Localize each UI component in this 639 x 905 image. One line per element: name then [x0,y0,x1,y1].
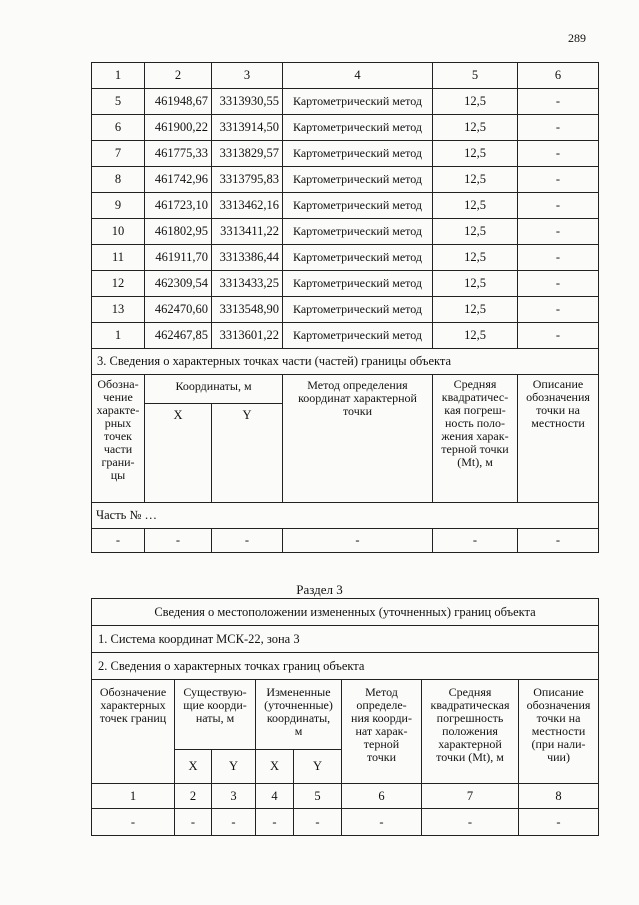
description-cell: - [518,141,599,167]
point-number-cell: 7 [92,141,145,167]
section-3-title: 3. Сведения о характерных точках части (частей) границы объекта [92,349,599,375]
coord-y-cell: 3313386,44 [212,245,283,271]
col-num-6: 6 [342,784,422,809]
coord-x-cell: 462309,54 [145,271,212,297]
col-y2-header: Y [294,750,342,784]
col-num-5: 5 [294,784,342,809]
mt-value-cell: 12,5 [433,115,518,141]
coord-y-cell: 3313411,22 [212,219,283,245]
dash-cell: - [92,529,145,553]
coord-x-cell: 461742,96 [145,167,212,193]
col-existing-coords-header: Существую- щие коорди- наты, м [175,680,256,750]
mt-value-cell: 12,5 [433,141,518,167]
coord-x-cell: 461723,10 [145,193,212,219]
col-num-5: 5 [433,63,518,89]
coord-y-cell: 3313548,90 [212,297,283,323]
col-num-8: 8 [519,784,599,809]
col-y-header: Y [212,403,283,502]
empty-part-row [92,529,599,553]
points-info-line: 2. Сведения о характерных точках границ объекта [92,653,599,680]
col-num-2: 2 [145,63,212,89]
mt-value-cell: 12,5 [433,167,518,193]
mt-value-cell: 12,5 [433,323,518,349]
description-cell: - [518,193,599,219]
method-cell: Картометрический метод [283,297,433,323]
mt-value-cell: 12,5 [433,245,518,271]
col-designation-header: Обозначение характерных точек границ [92,680,175,784]
boundary-points-table [91,62,599,553]
column-number-row [92,784,599,809]
coord-x-cell: 461948,67 [145,89,212,115]
empty-row [92,809,599,836]
coord-y-cell: 3313462,16 [212,193,283,219]
point-number-cell: 9 [92,193,145,219]
method-cell: Картометрический метод [283,89,433,115]
col-num-3: 3 [212,784,256,809]
col-changed-coords-header: Измененные (уточненные) координаты, м [256,680,342,750]
col-num-4: 4 [283,63,433,89]
col-designation-header: Обозна- чение характе- рных точек части грани- цы [92,375,145,503]
mt-value-cell: 12,5 [433,271,518,297]
table-row [92,193,599,219]
dash-cell: - [283,529,433,553]
dash-cell: - [92,809,175,836]
section-heading: Раздел 3 [296,582,343,597]
mt-value-cell: 12,5 [433,193,518,219]
col-x-header: X [145,403,212,502]
coord-x-cell: 462467,85 [145,323,212,349]
table-row [92,323,599,349]
table-row [92,89,599,115]
coord-y-cell: 3313829,57 [212,141,283,167]
table-title: Сведения о местоположении измененных (уточненных) границ объекта [92,599,599,626]
dash-cell: - [145,529,212,553]
dash-cell: - [212,809,256,836]
table-row [92,219,599,245]
dash-cell: - [256,809,294,836]
col-method-header: Метод определения координат характерной точки [283,375,433,503]
mt-value-cell: 12,5 [433,297,518,323]
coord-x-cell: 461900,22 [145,115,212,141]
col-x1-header: X [175,750,212,784]
col-num-1: 1 [92,63,145,89]
table-row [92,167,599,193]
description-cell: - [518,245,599,271]
point-number-cell: 1 [92,323,145,349]
mt-value-cell: 12,5 [433,89,518,115]
changed-boundaries-table [91,598,599,836]
coord-y-cell: 3313930,55 [212,89,283,115]
method-cell: Картометрический метод [283,271,433,297]
col-description-header: Описание обозначения точки на местности [518,375,599,503]
table-row [92,115,599,141]
description-cell: - [518,219,599,245]
coord-y-cell: 3313601,22 [212,323,283,349]
point-rows [92,89,599,349]
description-cell: - [518,323,599,349]
description-cell: - [518,167,599,193]
coord-x-cell: 462470,60 [145,297,212,323]
method-cell: Картометрический метод [283,167,433,193]
table-row [92,297,599,323]
coord-y-cell: 3313914,50 [212,115,283,141]
dash-cell: - [294,809,342,836]
coord-x-cell: 461911,70 [145,245,212,271]
col-description-header: Описание обозначения точки на местности (при нали- чии) [519,680,599,784]
dash-cell: - [212,529,283,553]
col-num-1: 1 [92,784,175,809]
coord-y-cell: 3313433,25 [212,271,283,297]
dash-cell: - [518,529,599,553]
table-row [92,271,599,297]
col-y1-header: Y [212,750,256,784]
part-number-label: Часть № … [92,503,599,529]
method-cell: Картометрический метод [283,245,433,271]
col-mt-header: Средняя квадратическая погрешность положения характерной точки (Mt), м [422,680,519,784]
col-method-header: Метод определе- ния коорди- нат харак- терной точки [342,680,422,784]
col-coordinates-header: Координаты, м [145,375,283,404]
coord-y-cell: 3313795,83 [212,167,283,193]
dash-cell: - [519,809,599,836]
col-num-2: 2 [175,784,212,809]
point-number-cell: 13 [92,297,145,323]
mt-value-cell: 12,5 [433,219,518,245]
description-cell: - [518,271,599,297]
method-cell: Картометрический метод [283,219,433,245]
col-num-7: 7 [422,784,519,809]
col-mt-header: Средняя квадратичес- кая погреш- ность поло- жения харак- терной точки (Mt), м [433,375,518,503]
column-number-row [92,63,599,89]
table-row [92,141,599,167]
method-cell: Картометрический метод [283,141,433,167]
col-num-4: 4 [256,784,294,809]
coord-x-cell: 461775,33 [145,141,212,167]
dash-cell: - [433,529,518,553]
point-number-cell: 10 [92,219,145,245]
dash-cell: - [422,809,519,836]
coord-x-cell: 461802,95 [145,219,212,245]
point-number-cell: 8 [92,167,145,193]
method-cell: Картометрический метод [283,193,433,219]
dash-cell: - [175,809,212,836]
point-number-cell: 11 [92,245,145,271]
point-number-cell: 6 [92,115,145,141]
description-cell: - [518,115,599,141]
method-cell: Картометрический метод [283,323,433,349]
col-x2-header: X [256,750,294,784]
method-cell: Картометрический метод [283,115,433,141]
description-cell: - [518,297,599,323]
coordinate-system-line: 1. Система координат МСК-22, зона 3 [92,626,599,653]
table-row [92,245,599,271]
col-num-3: 3 [212,63,283,89]
col-num-6: 6 [518,63,599,89]
dash-cell: - [342,809,422,836]
point-number-cell: 12 [92,271,145,297]
description-cell: - [518,89,599,115]
page-number: 289 [568,31,586,45]
point-number-cell: 5 [92,89,145,115]
